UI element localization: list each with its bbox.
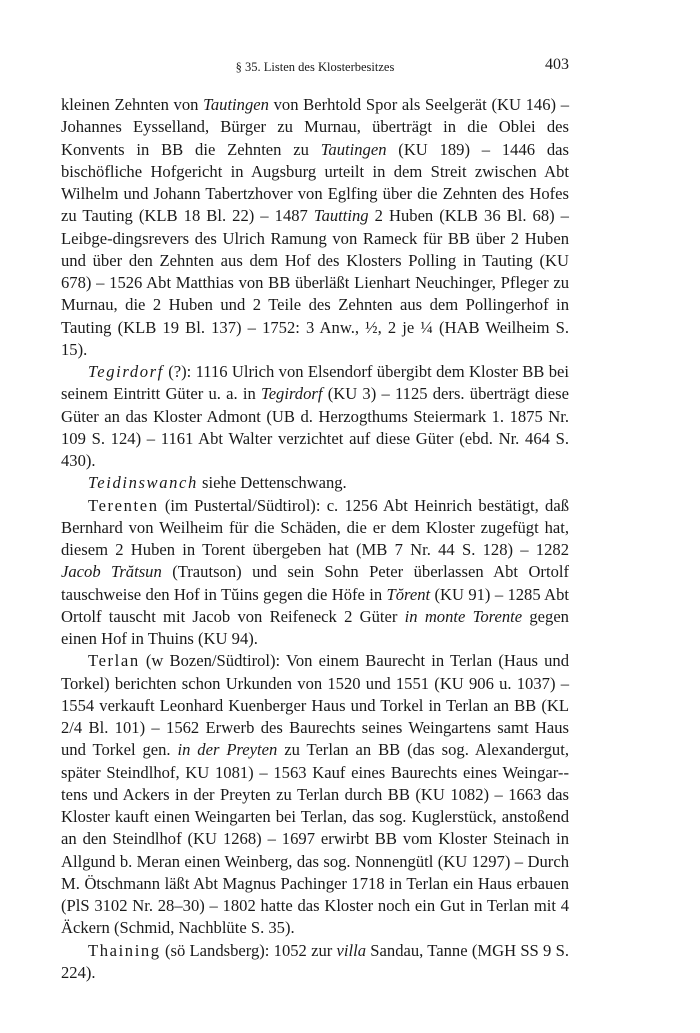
text-run: von Berhtold Spor als Seelgerät (KU 146) – Johannes Eysselland, Bürger zu Murnau, überträgt in die Oblei des Konvents in BB die Zehnten zu: [61, 95, 570, 159]
text-run: (sö Landsberg): 1052 zur: [160, 940, 337, 960]
running-title: § 35. Listen des Klosterbesitzes: [235, 60, 395, 74]
place-name: Tegirdorf: [88, 362, 164, 381]
place-name: Terenten: [88, 495, 159, 515]
page-number: 403: [545, 56, 569, 73]
text-run: (KU 3) – 1125 ders. überträgt diese Güter an das Kloster Admont (UB d. Herzogthums Steiermark 1. 1875 Nr. 109 S. 124) – 1161 Abt Walter verzichtet auf diese Güter (ebd. Nr. 464 S. 430).: [61, 384, 569, 470]
running-head: [61, 56, 569, 76]
text-run: (?): 1116 Ulrich von Elsendorf übergibt dem Kloster BB bei seinem Eintritt Güter u. a. in: [61, 362, 569, 404]
entry-thaining: [61, 940, 569, 985]
text-run: gegen einen Hof in Thuins (KU 94).: [61, 606, 569, 648]
italic-term: Tautingen: [320, 139, 387, 159]
text-run: zu Terlan an BB (das sog. Alexandergut, später Steindlhof, KU 1081) – 1563 Kauf eines Baurechts eines Weingar-tens und Ackers in der Preyten zu Terlan durch BB (KU 1082) – 1663 das Kloster kauft einen Weingarten bei Terlan, das sog. Kuglerstück, anstoßend an den Steindlhof (KU 1268) – 1697 erwirbt BB vom Kloster Steinach in Allgund b. Meran einen Weinberg, das sog. Nonnengütl (KU 1297) – Durch M. Ötschmann läßt Abt Magnus Pachinger 1718 in Terlan ein Haus erbauen (PlS 3102 Nr. 28–30) – 1802 hatte das Kloster noch ein Gut in Terlan mit 4 Äckern (Schmid, Nachblüte S. 35).: [61, 740, 569, 938]
entry-terenten: [61, 495, 569, 651]
place-name: Teidinswanch: [88, 473, 198, 493]
text-run: (Trautson) und sein Sohn Peter überlassen Abt Ortolf tauschweise den Hof in Tŭins gegen die Höfe in: [61, 562, 570, 604]
entry-teidinswanch: [61, 472, 569, 494]
italic-term: Tŏrent: [386, 584, 431, 604]
italic-term: villa: [336, 940, 367, 960]
text-run: (KU 91) – 1285 Abt Ortolf tauscht mit Jacob von Reifeneck 2 Güter: [61, 584, 569, 626]
italic-term: in der Preyten: [177, 740, 278, 760]
italic-term: Tautting: [313, 206, 369, 226]
text-run: Sandau, Tanne (MGH SS 9 S. 224).: [61, 940, 569, 982]
entry-terlan: [61, 650, 569, 939]
text-run: (w Bozen/Südtirol): Von einem Baurecht in Terlan (Haus und Torkel) berichten schon Urkunden von 1520 und 1551 (KU 906 u. 1037) – 1554 verkauft Leonhard Kuenberger Haus und Torkel in Terlan an BB (KL 2/4 Bl. 101) – 1562 Erwerb des Baurechts seines Weingartens samt Haus und Torkel gen.: [61, 651, 569, 760]
place-name: Terlan: [88, 651, 140, 671]
body-text: [61, 94, 569, 984]
italic-term: in monte Torente: [404, 606, 523, 626]
italic-term: Tegirdorf: [260, 384, 323, 404]
text-run: siehe Dettenschwang.: [197, 473, 347, 493]
italic-term: Jacob Trătsun: [61, 562, 162, 582]
text-run: (KU 189) – 1446 das bischöfliche Hofgericht in Augsburg urteilt in dem Streit zwischen Abt Wilhelm und Johann Tabertzhover von Eglfing über die Zehnten des Hofes zu Tauting (KLB 18 Bl. 22) – 1487: [61, 139, 569, 226]
entry-tegirdorf: [61, 361, 569, 472]
text-run: (im Pustertal/Südtirol): c. 1256 Abt Heinrich bestätigt, daß Bernhard von Weilheim für die Schäden, die er dem Kloster zugefügt hat, diesem 2 Huben in Torent übergeben hat (MB 7 Nr. 44 S. 128) – 1282: [61, 495, 569, 559]
place-name: Thaining: [88, 940, 161, 960]
text-run: kleinen Zehnten von: [61, 95, 204, 114]
text-run: 2 Huben (KLB 36 Bl. 68) – Leibge-dingsrevers des Ulrich Ramung von Rameck für BB über 2 Huben und über den Zehnten aus dem Hof des Klosters Polling in Tauting (KU 678) – 1526 Abt Matthias von BB überläßt Lienhart Neuchinger, Pfleger zu Murnau, die 2 Huben und 2 Teile des Zehnten aus dem Pollingerhof in Tauting (KLB 19 Bl. 137) – 1752: 3 Anw., ½, 2 je ¼ (HAB Weilheim S. 15).: [61, 206, 569, 359]
entry-tauting-continued: [61, 94, 569, 361]
italic-term: Tautingen: [203, 95, 269, 114]
